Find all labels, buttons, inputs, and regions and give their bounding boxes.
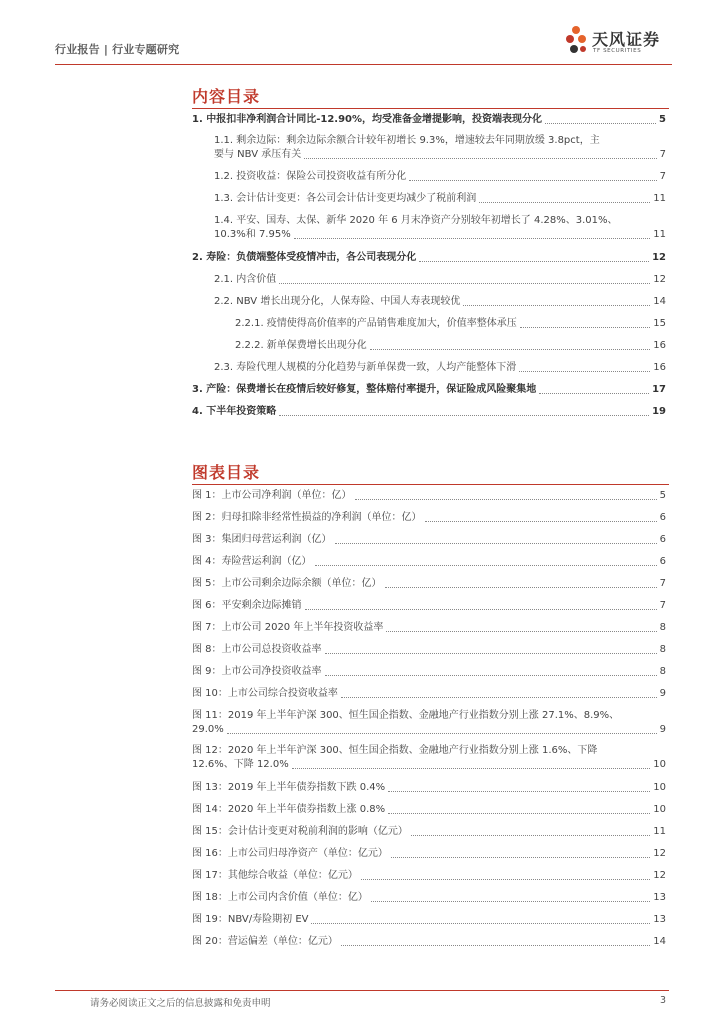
toc-leader [304, 158, 656, 159]
figure-entry[interactable] [192, 935, 666, 949]
figure-entry[interactable] [192, 533, 666, 547]
toc-entry-text: 2.1. 内含价值 [214, 274, 277, 285]
footer-disclaimer: 请务必阅读正文之后的信息披露和免责申明 [90, 998, 271, 1009]
logo-name: 天风证券 [592, 30, 661, 49]
header-divider [55, 64, 672, 65]
toc-page: 7 [659, 149, 666, 160]
page-number: 3 [659, 995, 666, 1006]
figure-entry-text: 图 10：上市公司综合投资收益率 [192, 688, 338, 699]
figure-entry-text: 图 9：上市公司净投资收益率 [192, 666, 322, 677]
logo-subtitle: TF SECURITIES [593, 48, 642, 54]
toc-entry-text: 1. 中报扣非净利润合计同比-12.90%，均受准备金增提影响，投资端表现分化 [192, 114, 543, 125]
figure-entry-text-cont: 29.0% [192, 724, 224, 735]
figure-page: 7 [659, 600, 666, 611]
toc-page: 12 [653, 274, 666, 285]
figure-page: 9 [659, 688, 666, 699]
toc-page: 11 [653, 193, 666, 204]
toc-entry[interactable] [214, 170, 666, 184]
toc-page: 14 [653, 296, 666, 307]
figure-page: 7 [659, 578, 666, 589]
toc-leader [341, 945, 650, 946]
toc-leader [391, 857, 650, 858]
toc-leader [388, 791, 650, 792]
toc-leader [411, 835, 650, 836]
figure-page: 6 [659, 534, 666, 545]
toc-leader [539, 393, 649, 394]
figure-entry-text: 图 17：其他综合收益（单位：亿元） [192, 870, 358, 881]
toc-leader [463, 305, 650, 306]
footer-divider [55, 990, 669, 991]
toc-leader [294, 238, 651, 239]
logo-mark-petal [580, 46, 586, 52]
toc-entry[interactable] [214, 192, 666, 206]
toc-leader [311, 923, 650, 924]
figure-page: 14 [653, 936, 666, 947]
toc-leader [545, 123, 656, 124]
figure-entry[interactable] [192, 643, 666, 657]
figure-entry[interactable] [192, 511, 666, 525]
figure-page: 13 [653, 914, 666, 925]
figure-page: 9 [659, 724, 666, 735]
figure-entry-text: 图 8：上市公司总投资收益率 [192, 644, 322, 655]
figure-entry-text: 图 1：上市公司净利润（单位：亿） [192, 490, 352, 501]
toc-entry[interactable] [235, 339, 666, 353]
figure-page: 10 [653, 759, 666, 770]
toc-page: 15 [653, 318, 666, 329]
toc-entry[interactable] [214, 273, 666, 287]
toc-leader [292, 768, 651, 769]
toc-leader [279, 415, 649, 416]
figure-entry-text: 图 12：2020 年上半年沪深 300、恒生国企指数、金融地产行业指数分别上涨 1.6%、下降 [192, 745, 598, 756]
figure-page: 13 [653, 892, 666, 903]
figure-entry[interactable] [192, 869, 666, 883]
toc-page: 16 [653, 340, 666, 351]
figure-entry[interactable] [192, 847, 666, 861]
toc-page: 11 [653, 229, 666, 240]
figure-page: 12 [653, 870, 666, 881]
figure-entry[interactable] [192, 825, 666, 839]
figure-page: 8 [659, 622, 666, 633]
toc-leader [325, 675, 657, 676]
logo-mark-petal [578, 35, 586, 43]
figure-page: 10 [653, 782, 666, 793]
figure-entry[interactable] [192, 803, 666, 817]
toc-entry[interactable] [214, 214, 666, 242]
figure-entry-text: 图 3：集团归母营运利润（亿） [192, 534, 332, 545]
toc-entry[interactable] [192, 113, 666, 127]
figure-entry[interactable] [192, 687, 666, 701]
toc-entry[interactable] [192, 405, 666, 419]
figures-title: 图表目录 [192, 463, 261, 482]
contents-divider [192, 108, 669, 109]
toc-entry-text: 3. 产险：保费增长在疫情后较好修复，整体赔付率提升，保证险成风险聚集地 [192, 384, 537, 395]
toc-page: 5 [659, 114, 666, 125]
figure-entry-text: 图 4：寿险营运利润（亿） [192, 556, 312, 567]
figure-entry-text: 图 16：上市公司归母净资产（单位：亿元） [192, 848, 388, 859]
figure-entry-text: 图 11：2019 年上半年沪深 300、恒生国企指数、金融地产行业指数分别上涨 27.1%、8.9%、 [192, 710, 620, 721]
toc-entry-text: 2.2.1. 疫情使得高价值率的产品销售难度加大，价值率整体承压 [235, 318, 517, 329]
toc-entry[interactable] [235, 317, 666, 331]
toc-leader [388, 813, 650, 814]
toc-leader [479, 202, 650, 203]
toc-entry[interactable] [192, 383, 666, 397]
figure-entry[interactable] [192, 709, 666, 737]
toc-page: 12 [652, 252, 666, 263]
figure-entry[interactable] [192, 781, 666, 795]
figure-page: 10 [653, 804, 666, 815]
toc-page: 7 [659, 171, 666, 182]
figure-page: 6 [659, 556, 666, 567]
toc-leader [520, 327, 650, 328]
figure-page: 8 [659, 644, 666, 655]
toc-leader [371, 901, 650, 902]
contents-title: 内容目录 [192, 87, 261, 106]
toc-leader [419, 261, 649, 262]
toc-leader [325, 653, 657, 654]
figure-entry[interactable] [192, 913, 666, 927]
toc-page: 16 [653, 362, 666, 373]
toc-entry[interactable] [214, 134, 666, 162]
toc-leader [385, 587, 657, 588]
logo-mark-petal [566, 35, 574, 43]
figure-entry[interactable] [192, 599, 666, 613]
toc-entry[interactable] [192, 251, 666, 265]
company-logo [566, 24, 686, 60]
toc-entry[interactable] [214, 361, 666, 375]
toc-entry-text: 1.3. 会计估计变更：各公司会计估计变更均减少了税前利润 [214, 193, 477, 204]
toc-entry-text: 2.2.2. 新单保费增长出现分化 [235, 340, 367, 351]
toc-leader [305, 609, 657, 610]
figure-page: 8 [659, 666, 666, 677]
toc-leader [355, 499, 657, 500]
toc-entry[interactable] [214, 295, 666, 309]
toc-entry-text: 1.1. 剩余边际：剩余边际余额合计较年初增长 9.3%，增速较去年同期放缓 3.8pct，主 [214, 135, 600, 146]
figure-entry-text: 图 19：NBV/寿险期初 EV [192, 914, 309, 925]
figure-entry-text: 图 5：上市公司剩余边际余额（单位：亿） [192, 578, 382, 589]
figure-entry[interactable] [192, 577, 666, 591]
toc-entry-text-cont: 10.3%和 7.95% [214, 229, 291, 240]
toc-leader [335, 543, 657, 544]
toc-leader [279, 283, 650, 284]
figure-entry-text: 图 7：上市公司 2020 年上半年投资收益率 [192, 622, 384, 633]
figure-entry[interactable] [192, 555, 666, 569]
figure-entry-text: 图 20：营运偏差（单位：亿元） [192, 936, 338, 947]
figure-entry[interactable] [192, 665, 666, 679]
figure-entry[interactable] [192, 489, 666, 503]
header-title: 行业报告 | 行业专题研究 [55, 43, 180, 56]
toc-entry-text-cont: 要与 NBV 承压有关 [214, 149, 302, 160]
toc-leader [425, 521, 657, 522]
toc-leader [386, 631, 656, 632]
toc-leader [370, 349, 650, 350]
toc-entry-text: 2. 寿险：负债端整体受疫情冲击，各公司表现分化 [192, 252, 417, 263]
figure-entry-text: 图 14：2020 年上半年债券指数上涨 0.8% [192, 804, 386, 815]
toc-page: 17 [652, 384, 666, 395]
figure-entry-text-cont: 12.6%、下降 12.0% [192, 759, 289, 770]
toc-leader [361, 879, 650, 880]
toc-leader [227, 733, 657, 734]
figure-entry-text: 图 18：上市公司内含价值（单位：亿） [192, 892, 368, 903]
figure-entry-text: 图 6：平安剩余边际摊销 [192, 600, 302, 611]
toc-entry-text: 2.2. NBV 增长出现分化，人保寿险、中国人寿表现较优 [214, 296, 461, 307]
figure-page: 6 [659, 512, 666, 523]
logo-mark-icon [572, 26, 580, 34]
toc-entry-text: 1.4. 平安、国寿、太保、新华 2020 年 6 月末净资产分别较年初增长了 4.28%、3.01%、 [214, 215, 618, 226]
figure-entry-text: 图 2：归母扣除非经常性损益的净利润（单位：亿） [192, 512, 422, 523]
toc-leader [315, 565, 657, 566]
toc-leader [409, 180, 656, 181]
figure-page: 11 [653, 826, 666, 837]
figure-entry-text: 图 15：会计估计变更对税前利润的影响（亿元） [192, 826, 408, 837]
toc-page: 19 [652, 406, 666, 417]
figure-entry[interactable] [192, 621, 666, 635]
figure-page: 12 [653, 848, 666, 859]
figures-divider [192, 484, 669, 485]
toc-entry-text: 1.2. 投资收益：保险公司投资收益有所分化 [214, 171, 407, 182]
figure-entry[interactable] [192, 744, 666, 772]
toc-leader [519, 371, 650, 372]
figure-entry[interactable] [192, 891, 666, 905]
figure-entry-text: 图 13：2019 年上半年债券指数下跌 0.4% [192, 782, 386, 793]
toc-entry-text: 2.3. 寿险代理人规模的分化趋势与新单保费一致，人均产能整体下滑 [214, 362, 517, 373]
logo-mark-petal [570, 45, 578, 53]
toc-entry-text: 4. 下半年投资策略 [192, 406, 277, 417]
figure-page: 5 [659, 490, 666, 501]
toc-leader [341, 697, 657, 698]
